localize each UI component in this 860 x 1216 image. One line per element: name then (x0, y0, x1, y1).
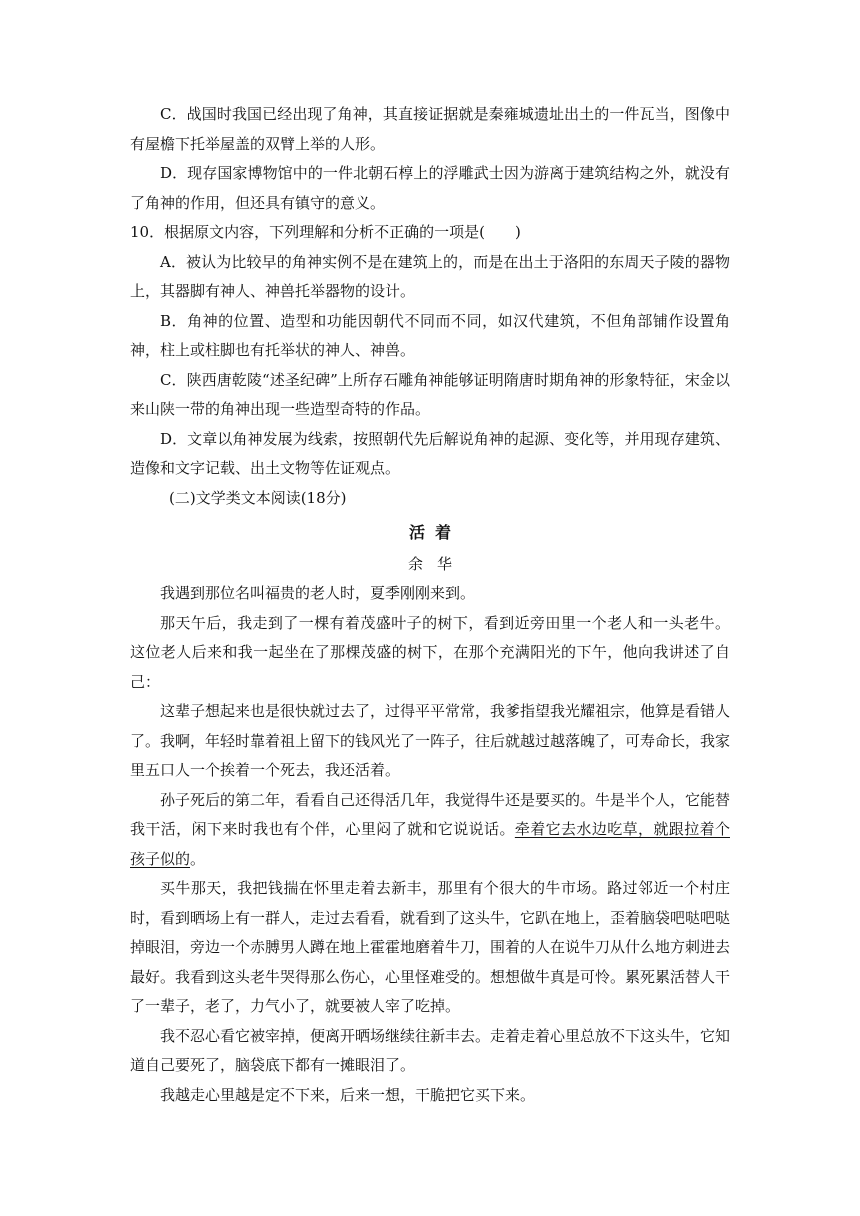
story-paragraph-4 (130, 786, 730, 875)
q9-option-d: D．现存国家博物馆中的一件北朝石椁上的浮雕武士因为游离于建筑结构之外，就没有了角神的作用，但还具有镇守的意义。 (130, 164, 730, 212)
story-paragraph-4-text: 孙子死后的第二年，看看自己还得活几年，我觉得牛还是要买的。牛是半个人，它能替我干活，闲下来时我也有个伴，心里闷了就和它说说话。 (130, 790, 731, 838)
q10-option-d: D．文章以角神发展为线索，按照朝代先后解说角神的起源、变化等，并用现存建筑、造像和文字记载、出土文物等佐证观点。 (130, 429, 730, 477)
section-heading: (二)文学类文本阅读(18分) (169, 488, 347, 507)
q10-option-a: A．被认为比较早的角神实例不是在建筑上的，而是在出土于洛阳的东周天子陵的器物上，其器脚有神人、神兽托举器物的设计。 (130, 252, 730, 300)
q10-option-c: C．陕西唐乾陵“述圣纪碑”上所存石雕角神能够证明隋唐时期角神的形象特征，宋金以来山陕一带的角神出现一些造型奇特的作品。 (130, 370, 730, 418)
underlined-sentence: 牵着它去水边吃草，就跟拉着个孩子似的 (130, 820, 730, 868)
story-paragraph-3: 这辈子想起来也是很快就过去了，过得平平常常，我爹指望我光耀祖宗，他算是看错人了。我啊，年轻时靠着祖上留下的钱风光了一阵子，往后就越过越落魄了，可寿命长，我家里五口人一个挨着一个死去，我还活着。 (130, 702, 731, 779)
story-paragraph-7: 我越走心里越是定不下来，后来一想，干脆把它买下来。 (160, 1085, 536, 1104)
story-paragraph-6: 我不忍心看它被宰掉，便离开晒场继续往新丰去。走着走着心里总放不下这头牛，它知道自己要死了，脑袋底下都有一摊眼泪了。 (130, 1026, 731, 1074)
q9-option-c: C．战国时我国已经出现了角神，其直接证据就是秦雍城遗址出土的一件瓦当，图像中有屋檐下托举屋盖的双臂上举的人形。 (130, 105, 730, 153)
story-author: 余华 (407, 555, 466, 573)
story-paragraph-2: 那天午后，我走到了一棵有着茂盛叶子的树下，看到近旁田里一个老人和一头老牛。 这位老人后来和我一起坐在了那棵茂盛的树下，在那个充满阳光的下午，他向我讲述了自己： (130, 613, 730, 691)
q10-stem: 10．根据原文内容，下列理解和分析不正确的一项是( ) (130, 223, 521, 241)
story-paragraph-5: 买牛那天，我把钱揣在怀里走着去新丰，那里有个很大的牛市场。路过邻近一个村庄时，看到晒场上有一群人，走过去看看，就看到了这头牛，它趴在地上，歪着脑袋吧哒吧哒掉眼泪，旁边一个赤膊男人蹲在地上霍霍地磨着牛刀，围着的人在说牛刀从什么地方刺进去最好。我看到这头老牛哭得那么伤心，心里怪难受的。想想做牛真是可怜。累死累活替人干了一辈子，老了，力气小了，就要被人宰了吃掉。 (130, 879, 731, 1015)
story-title: 活着 (408, 523, 461, 542)
q10-option-b: B．角神的位置、造型和功能因朝代不同而不同，如汉代建筑，不但角部铺作设置角神，柱上或柱脚也有托举状的神人、神兽。 (130, 311, 730, 359)
story-paragraph-1: 我遇到那位名叫福贵的老人时，夏季刚刚来到。 (160, 584, 476, 602)
story-paragraph-4-end: 。 (190, 849, 206, 868)
